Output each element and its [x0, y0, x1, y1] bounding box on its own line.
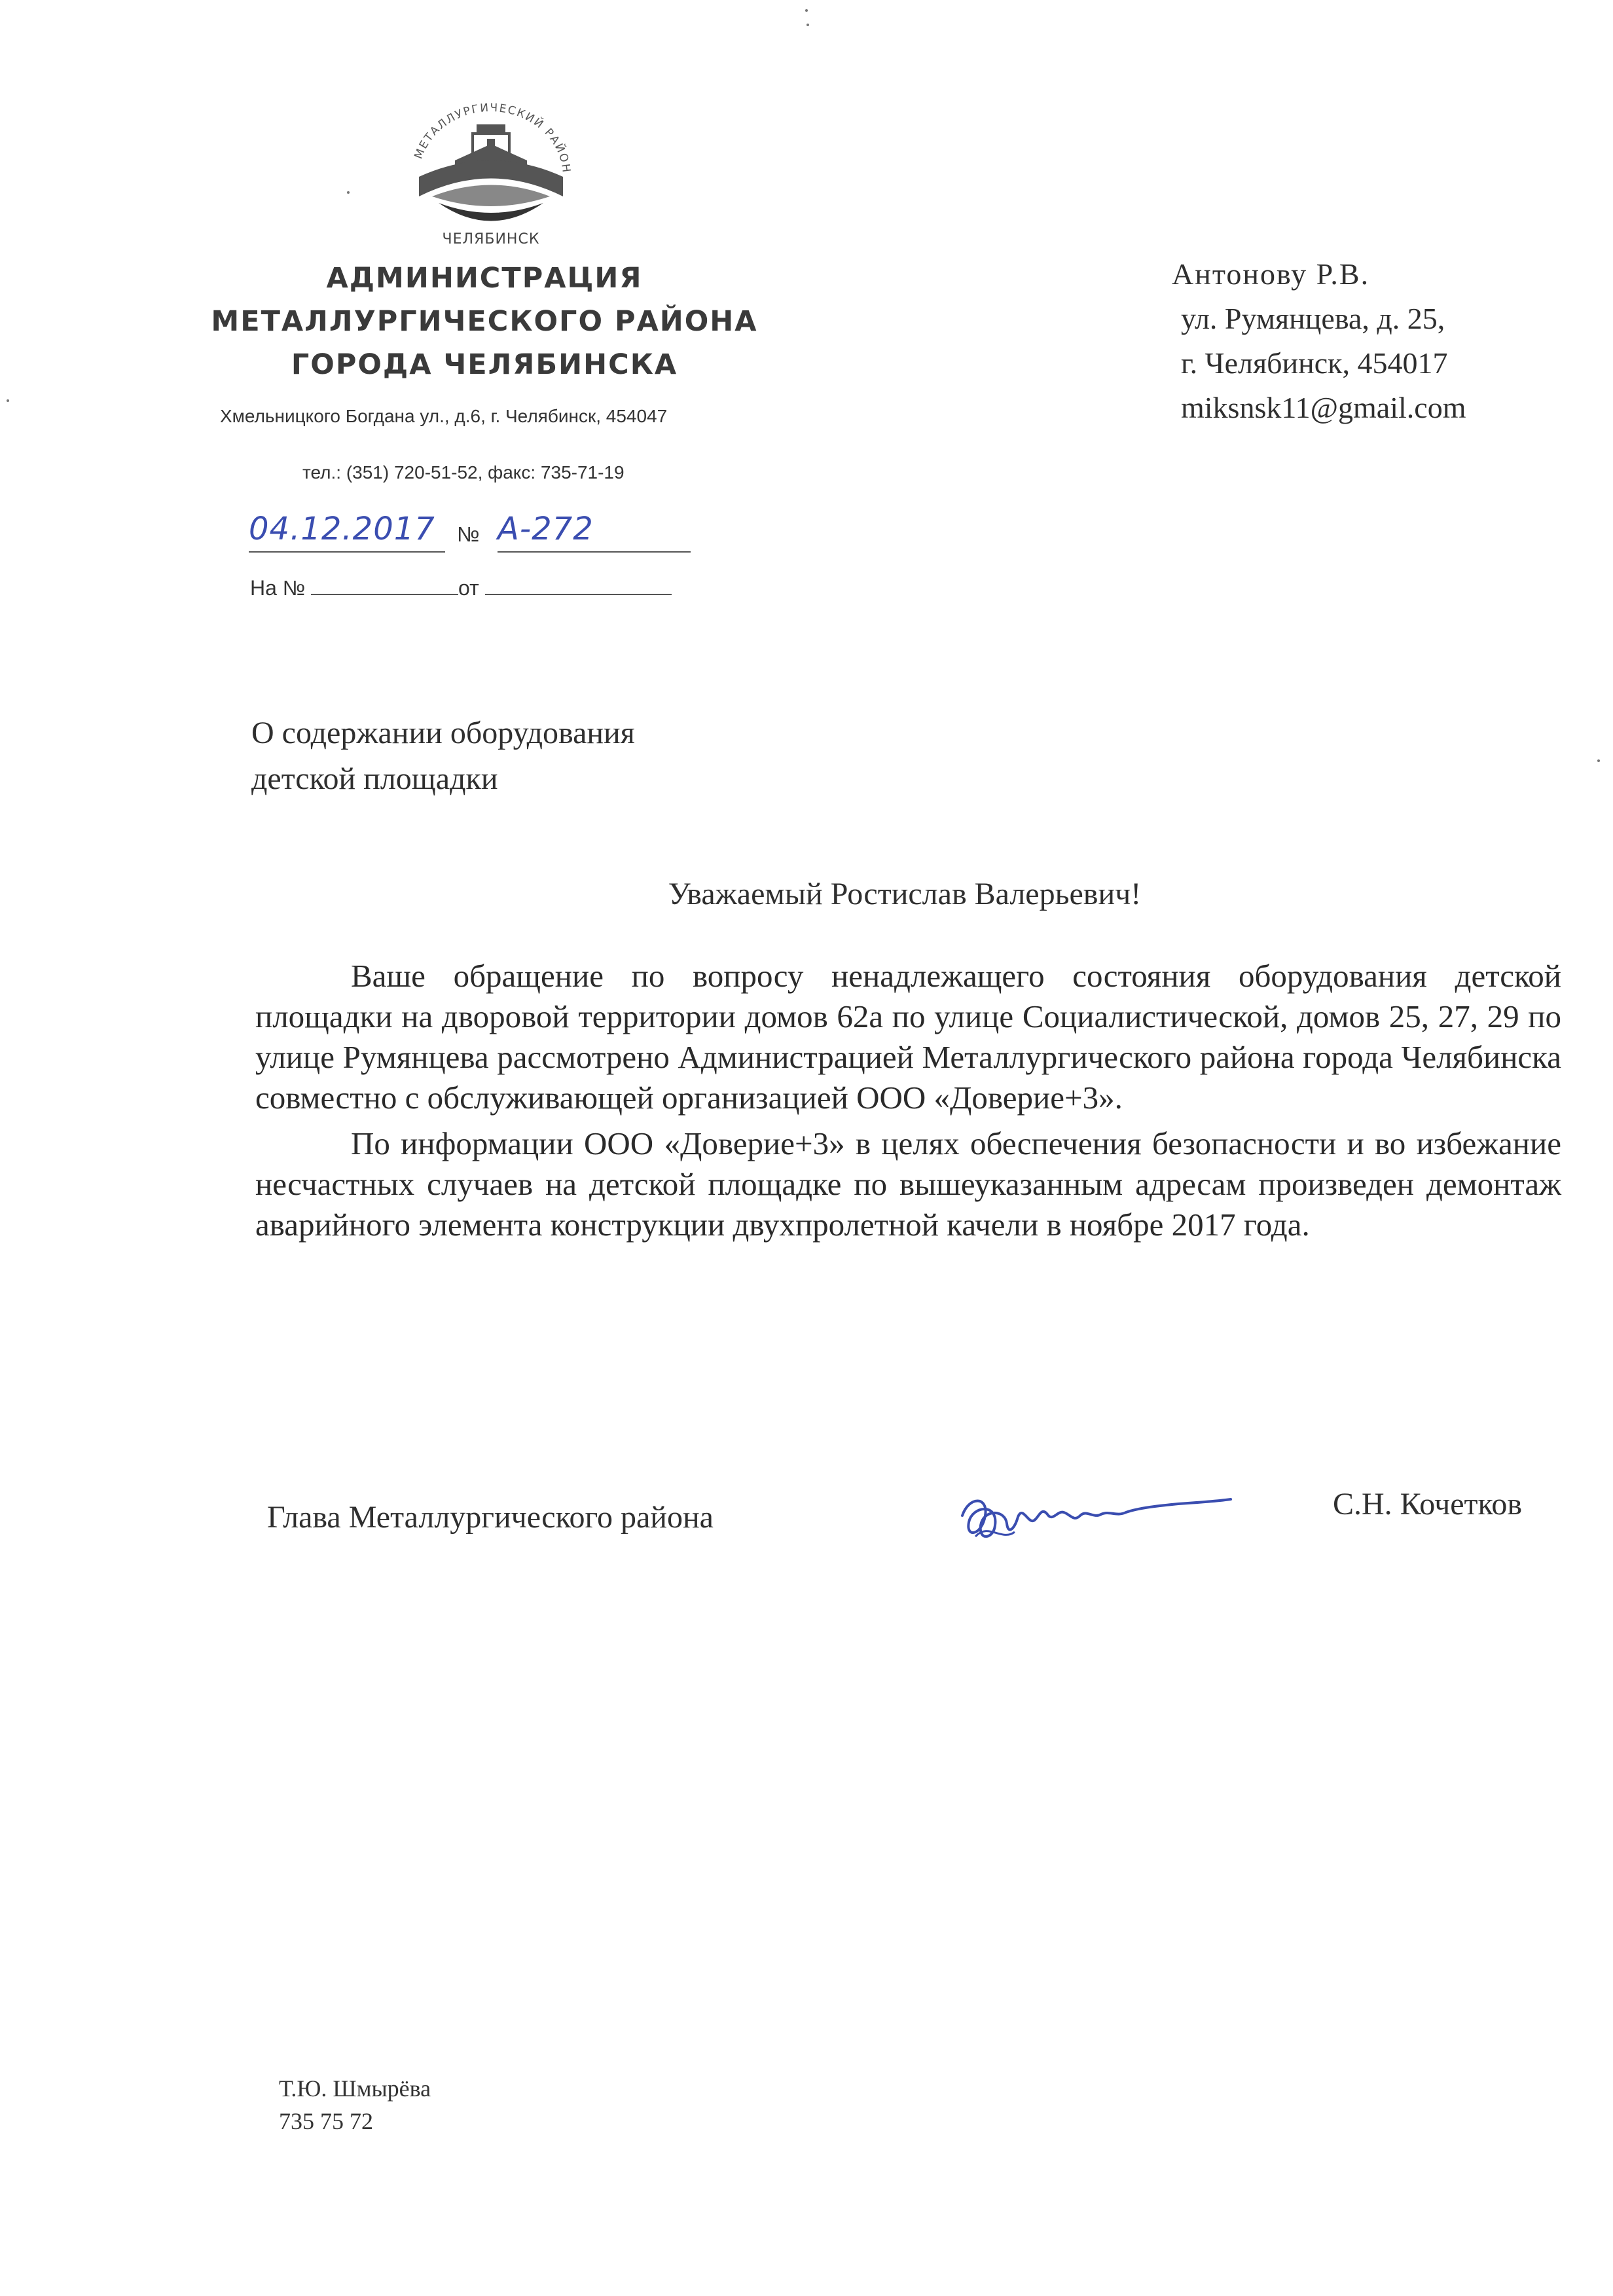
registration-date: 04.12.2017	[249, 511, 435, 547]
number-underline	[498, 551, 691, 553]
org-phone: тел.: (351) 720-51-52, факс: 735-71-19	[302, 462, 625, 483]
registration-line	[249, 511, 707, 556]
signature-scribble-icon	[949, 1476, 1237, 1555]
org-address: Хмельницкого Богдана ул., д.6, г. Челябинск, 454047	[220, 406, 668, 426]
subject-line-2: детской площадки	[251, 761, 498, 796]
number-label: №	[457, 522, 480, 546]
ref-number-blank	[311, 577, 458, 595]
scan-speck	[1597, 759, 1600, 762]
executor-phone: 735 75 72	[279, 2108, 373, 2134]
signatory-title: Глава Металлургического района	[267, 1500, 714, 1535]
logo-emblem-icon	[393, 98, 589, 249]
handwritten-signature	[949, 1476, 1237, 1555]
signatory-name: С.Н. Кочетков	[1333, 1487, 1523, 1522]
letter-body	[255, 956, 1561, 1245]
ref-from: от	[458, 576, 479, 600]
body-paragraph-2: По информации ООО «Доверие+3» в целях обеспечения безопасности и во избежание несчастных случаев на детской площадке по вышеуказанным адресам произведен демонтаж аварийного элемента конструкции двухпролетной качели в ноябре 2017 года.	[255, 1125, 1561, 1243]
organization-name	[190, 257, 779, 386]
body-paragraph-1: Ваше обращение по вопросу ненадлежащего состояния оборудования детской площадки на дворовой территории домов 62а по улице Социалистической, домов 25, 27, 29 по улице Румянцева рассмотрено Администрацией Металлургического района города Челябинска совместно с обслуживающей организацией ООО «Доверие+3».	[255, 958, 1561, 1116]
subject-line-1: О содержании оборудования	[251, 716, 635, 750]
ref-date-blank	[485, 577, 672, 595]
svg-text:ЧЕЛЯБИНСК: ЧЕЛЯБИНСК	[442, 231, 540, 247]
executor-block	[279, 2072, 431, 2138]
recipient-name: Антонову Р.В.	[1172, 257, 1370, 291]
svg-text:МЕТАЛЛУРГИЧЕСКИЙ РАЙОН: МЕТАЛЛУРГИЧЕСКИЙ РАЙОН	[412, 101, 573, 175]
recipient-city: г. Челябинск, 454017	[1181, 346, 1448, 380]
salutation: Уважаемый Ростислав Валерьевич!	[668, 877, 1142, 911]
scan-speck	[806, 24, 809, 26]
scan-speck	[805, 9, 808, 12]
executor-name: Т.Ю. Шмырёва	[279, 2075, 431, 2102]
scan-speck	[347, 191, 350, 194]
org-line-1: АДМИНИСТРАЦИЯ	[326, 262, 643, 295]
org-line-3: ГОРОДА ЧЕЛЯБИНСКА	[291, 348, 678, 381]
letter-subject	[251, 710, 635, 802]
district-logo	[393, 98, 589, 249]
recipient-street: ул. Румянцева, д. 25,	[1181, 302, 1445, 335]
recipient-block	[1172, 252, 1466, 430]
org-line-2: МЕТАЛЛУРГИЧЕСКОГО РАЙОНА	[211, 305, 758, 338]
reference-line	[250, 576, 672, 600]
date-underline	[249, 551, 445, 553]
registration-number: А-272	[498, 511, 594, 547]
ref-prefix: На №	[250, 576, 306, 600]
recipient-email: miksnsk11@gmail.com	[1181, 391, 1466, 424]
scan-speck	[7, 399, 9, 402]
